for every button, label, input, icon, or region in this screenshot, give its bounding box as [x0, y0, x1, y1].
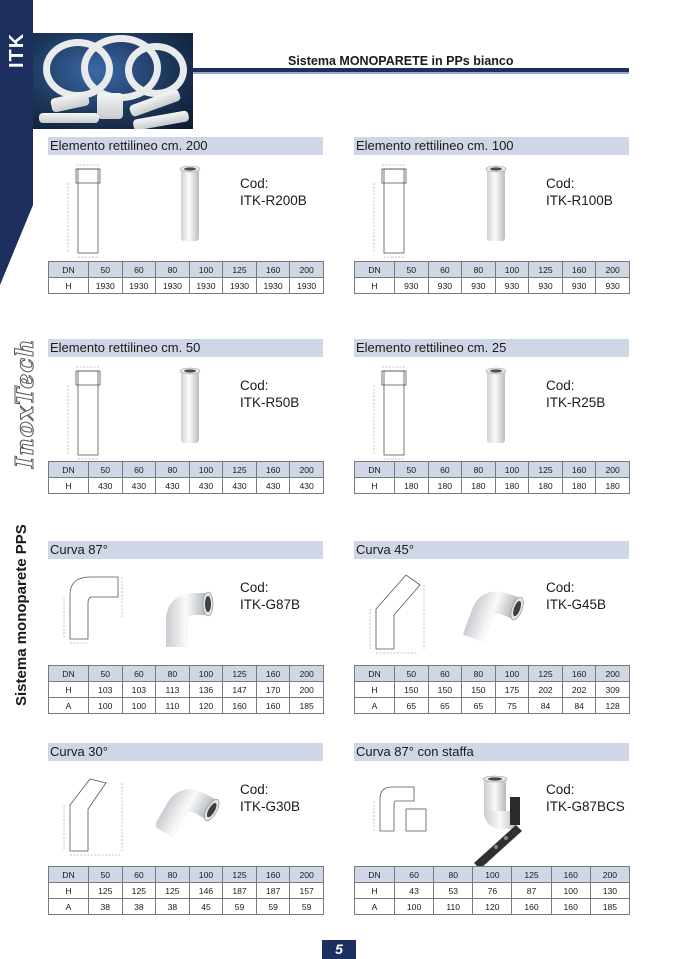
table-cell: 180 [529, 478, 563, 494]
spec-table [48, 866, 324, 915]
table-row [355, 478, 630, 494]
table-cell: 80 [156, 867, 190, 883]
product-photo [482, 163, 510, 248]
technical-drawing [366, 769, 436, 844]
table-cell: DN [49, 867, 89, 883]
table-cell: 50 [89, 462, 123, 478]
inoxtech-logo: InoxTech [10, 338, 39, 468]
table-cell: 150 [462, 682, 496, 698]
table-cell: 200 [290, 666, 324, 682]
table-cell: 50 [89, 867, 123, 883]
code-label: Cod: [546, 378, 575, 393]
table-cell: 1930 [122, 278, 156, 294]
hero-photo [33, 33, 193, 129]
table-cell: 125 [223, 666, 257, 682]
table-row [355, 278, 630, 294]
code-value: ITK-G87B [240, 597, 301, 612]
product-photo [176, 163, 204, 248]
product-photo [156, 777, 226, 852]
table-cell: 160 [562, 462, 596, 478]
table-cell: 200 [290, 462, 324, 478]
table-cell: DN [49, 462, 89, 478]
table-cell: 60 [122, 666, 156, 682]
table-cell: 180 [395, 478, 429, 494]
table-cell: 60 [428, 262, 462, 278]
table-cell: 103 [89, 682, 123, 698]
table-cell: 80 [462, 262, 496, 278]
table-cell: 430 [189, 478, 223, 494]
product-section [354, 137, 629, 263]
table-cell: 50 [395, 666, 429, 682]
section-title: Curva 45° [354, 541, 629, 559]
table-cell: H [355, 478, 395, 494]
table-cell: 160 [562, 666, 596, 682]
table-cell: 200 [596, 262, 630, 278]
section-title: Curva 30° [48, 743, 323, 761]
table-cell: 160 [512, 899, 551, 915]
technical-drawing [60, 567, 130, 652]
technical-drawing [60, 365, 120, 466]
table-cell: 202 [562, 682, 596, 698]
table-cell: 65 [428, 698, 462, 714]
table-header-row [49, 666, 324, 682]
table-cell: 50 [395, 262, 429, 278]
table-row [49, 278, 324, 294]
table-cell: 80 [156, 262, 190, 278]
table-cell: 113 [156, 682, 190, 698]
table-cell: 38 [156, 899, 190, 915]
technical-drawing [366, 567, 436, 662]
table-cell: H [49, 682, 89, 698]
spec-table [354, 866, 630, 915]
table-cell: 930 [495, 278, 529, 294]
table-cell: H [49, 278, 89, 294]
table-cell: 60 [428, 666, 462, 682]
table-cell: 200 [596, 462, 630, 478]
table-cell: 38 [122, 899, 156, 915]
table-cell: 180 [462, 478, 496, 494]
product-section [354, 541, 629, 667]
table-cell: 125 [223, 867, 257, 883]
table-cell: 200 [290, 682, 324, 698]
table-cell: 185 [290, 698, 324, 714]
product-section [48, 743, 323, 869]
table-cell: 100 [395, 899, 434, 915]
table-cell: 430 [223, 478, 257, 494]
table-cell: 160 [562, 262, 596, 278]
table-cell: 187 [223, 883, 257, 899]
table-cell: 125 [512, 867, 551, 883]
table-cell: 75 [495, 698, 529, 714]
table-cell: 430 [256, 478, 290, 494]
table-cell: 125 [223, 262, 257, 278]
table-cell: 100 [189, 867, 223, 883]
table-cell: 125 [223, 462, 257, 478]
table-cell: 125 [89, 883, 123, 899]
table-header-row [49, 462, 324, 478]
spec-table [354, 261, 630, 294]
product-code [546, 175, 613, 209]
table-cell: A [49, 899, 89, 915]
table-cell: 160 [551, 867, 590, 883]
table-cell: 60 [122, 462, 156, 478]
table-cell: 125 [529, 262, 563, 278]
table-cell: 160 [223, 698, 257, 714]
table-cell: DN [355, 462, 395, 478]
section-title: Elemento rettilineo cm. 200 [48, 137, 323, 155]
technical-drawing [366, 163, 426, 264]
table-cell: 65 [462, 698, 496, 714]
technical-drawing [60, 163, 120, 264]
product-code [240, 175, 307, 209]
table-cell: 50 [89, 666, 123, 682]
product-photo [176, 365, 204, 450]
table-cell: 50 [395, 462, 429, 478]
table-row [49, 478, 324, 494]
code-label: Cod: [240, 176, 269, 191]
code-label: Cod: [240, 782, 269, 797]
section-title: Curva 87° [48, 541, 323, 559]
table-cell: 110 [156, 698, 190, 714]
code-value: ITK-G87BCS [546, 799, 625, 814]
table-cell: 100 [473, 867, 512, 883]
table-cell: 59 [290, 899, 324, 915]
table-cell: 175 [495, 682, 529, 698]
product-code [240, 377, 299, 411]
table-cell: H [355, 682, 395, 698]
table-cell: 100 [189, 666, 223, 682]
table-cell: 430 [156, 478, 190, 494]
table-cell: 80 [156, 666, 190, 682]
table-cell: A [355, 698, 395, 714]
table-cell: 200 [290, 867, 324, 883]
section-title: Elemento rettilineo cm. 25 [354, 339, 629, 357]
table-cell: 160 [551, 899, 590, 915]
table-cell: 430 [290, 478, 324, 494]
table-cell: 76 [473, 883, 512, 899]
code-value: ITK-G30B [240, 799, 301, 814]
table-cell: 160 [256, 262, 290, 278]
table-cell: 180 [428, 478, 462, 494]
table-cell: 125 [156, 883, 190, 899]
table-cell: 50 [89, 262, 123, 278]
table-cell: H [49, 478, 89, 494]
table-cell: 157 [290, 883, 324, 899]
table-cell: 59 [256, 899, 290, 915]
table-cell: 80 [434, 867, 473, 883]
table-cell: 1930 [89, 278, 123, 294]
table-cell: 60 [428, 462, 462, 478]
table-cell: DN [355, 666, 395, 682]
code-label: Cod: [546, 176, 575, 191]
code-value: ITK-G45B [546, 597, 607, 612]
table-cell: 125 [529, 462, 563, 478]
section-title: Elemento rettilineo cm. 50 [48, 339, 323, 357]
table-cell: 136 [189, 682, 223, 698]
table-cell: 930 [462, 278, 496, 294]
side-title: Sistema monoparete PPS [13, 524, 30, 706]
table-cell: 100 [89, 698, 123, 714]
table-cell: 84 [529, 698, 563, 714]
table-cell: 100 [495, 666, 529, 682]
table-cell: 930 [562, 278, 596, 294]
code-label: Cod: [240, 580, 269, 595]
table-cell: 430 [122, 478, 156, 494]
table-cell: 185 [590, 899, 629, 915]
table-cell: 130 [590, 883, 629, 899]
table-cell: 100 [495, 462, 529, 478]
table-cell: A [355, 899, 395, 915]
table-cell: 430 [89, 478, 123, 494]
table-header-row [355, 462, 630, 478]
table-row [49, 883, 324, 899]
table-row [49, 698, 324, 714]
table-cell: 84 [562, 698, 596, 714]
table-cell: 100 [122, 698, 156, 714]
table-cell: H [355, 278, 395, 294]
table-header-row [355, 867, 630, 883]
table-cell: 1930 [189, 278, 223, 294]
table-row [49, 899, 324, 915]
table-cell: 87 [512, 883, 551, 899]
table-cell: 100 [551, 883, 590, 899]
code-value: ITK-R25B [546, 395, 606, 410]
table-row [355, 682, 630, 698]
table-cell: 60 [395, 867, 434, 883]
table-cell: 120 [189, 698, 223, 714]
table-cell: 147 [223, 682, 257, 698]
table-cell: 150 [428, 682, 462, 698]
table-row [49, 682, 324, 698]
page-header-title: Sistema MONOPARETE in PPs bianco [288, 54, 514, 68]
table-cell: H [355, 883, 395, 899]
product-section [354, 339, 629, 465]
table-cell: 180 [495, 478, 529, 494]
table-cell: 180 [562, 478, 596, 494]
table-cell: 202 [529, 682, 563, 698]
table-cell: 170 [256, 682, 290, 698]
code-value: ITK-R100B [546, 193, 613, 208]
product-photo [462, 579, 532, 654]
table-cell: 38 [89, 899, 123, 915]
header-rule-light [193, 72, 629, 74]
table-cell: A [49, 698, 89, 714]
table-cell: DN [49, 666, 89, 682]
table-cell: 930 [395, 278, 429, 294]
code-value: ITK-R200B [240, 193, 307, 208]
table-row [355, 698, 630, 714]
table-cell: 1930 [290, 278, 324, 294]
table-cell: 80 [156, 462, 190, 478]
table-cell: 125 [122, 883, 156, 899]
table-cell: 100 [189, 462, 223, 478]
table-cell: 65 [395, 698, 429, 714]
section-title: Curva 87° con staffa [354, 743, 629, 761]
table-cell: 160 [256, 462, 290, 478]
product-code [546, 781, 625, 815]
table-cell: 1930 [223, 278, 257, 294]
table-cell: 187 [256, 883, 290, 899]
table-cell: 930 [529, 278, 563, 294]
product-section [354, 743, 629, 869]
table-cell: 160 [256, 666, 290, 682]
spec-table [354, 461, 630, 494]
spec-table [48, 261, 324, 294]
table-header-row [355, 666, 630, 682]
table-row [355, 899, 630, 915]
table-cell: 60 [122, 262, 156, 278]
table-cell: 80 [462, 462, 496, 478]
table-row [355, 883, 630, 899]
table-cell: 60 [122, 867, 156, 883]
spec-table [48, 461, 324, 494]
product-code [240, 781, 300, 815]
table-cell: 160 [256, 867, 290, 883]
code-label: Cod: [546, 782, 575, 797]
code-label: Cod: [546, 580, 575, 595]
table-cell: 200 [596, 666, 630, 682]
table-cell: 128 [596, 698, 630, 714]
code-label: Cod: [240, 378, 269, 393]
table-cell: DN [355, 262, 395, 278]
technical-drawing [366, 365, 426, 466]
table-cell: 80 [462, 666, 496, 682]
table-cell: 45 [189, 899, 223, 915]
table-cell: 180 [596, 478, 630, 494]
table-cell: 930 [428, 278, 462, 294]
product-section [48, 339, 323, 465]
table-cell: 1930 [256, 278, 290, 294]
table-cell: 59 [223, 899, 257, 915]
table-cell: 100 [495, 262, 529, 278]
product-section [48, 541, 323, 667]
section-title: Elemento rettilineo cm. 100 [354, 137, 629, 155]
technical-drawing [60, 769, 130, 864]
table-cell: DN [49, 262, 89, 278]
table-cell: 120 [473, 899, 512, 915]
brand-tag: ITK [6, 32, 28, 68]
product-code [240, 579, 300, 613]
table-cell: DN [355, 867, 395, 883]
product-photo [482, 365, 510, 450]
product-section [48, 137, 323, 263]
table-cell: 1930 [156, 278, 190, 294]
table-cell: H [49, 883, 89, 899]
table-cell: 200 [590, 867, 629, 883]
table-cell: 100 [189, 262, 223, 278]
table-header-row [49, 262, 324, 278]
table-cell: 43 [395, 883, 434, 899]
table-cell: 930 [596, 278, 630, 294]
table-cell: 309 [596, 682, 630, 698]
table-cell: 160 [256, 698, 290, 714]
table-cell: 150 [395, 682, 429, 698]
table-cell: 146 [189, 883, 223, 899]
page-number: 5 [322, 940, 356, 959]
table-header-row [355, 262, 630, 278]
product-code [546, 579, 606, 613]
product-photo [466, 771, 546, 876]
table-cell: 110 [434, 899, 473, 915]
spec-table [354, 665, 630, 714]
table-cell: 103 [122, 682, 156, 698]
code-value: ITK-R50B [240, 395, 300, 410]
product-photo [156, 581, 226, 656]
table-cell: 200 [290, 262, 324, 278]
table-header-row [49, 867, 324, 883]
table-cell: 53 [434, 883, 473, 899]
spec-table [48, 665, 324, 714]
table-cell: 125 [529, 666, 563, 682]
product-code [546, 377, 605, 411]
